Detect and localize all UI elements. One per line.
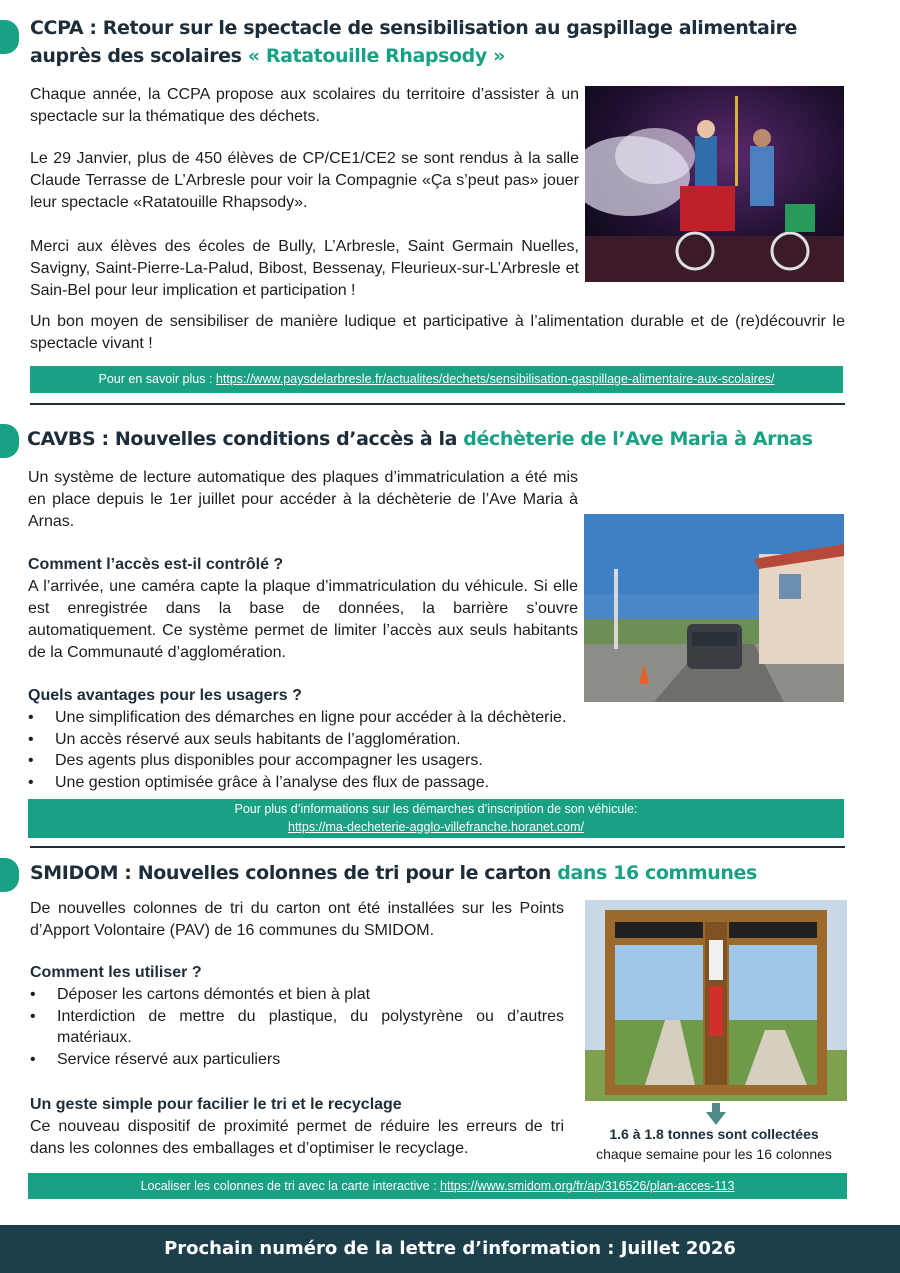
- bullet-icon: •: [30, 1050, 36, 1068]
- cavbs-access-text: A l’arrivée, une caméra capte la plaque d’immatriculation du véhicule. Si elle est enregistrée dans la base de données, la barrière s’ouvre automatiquement. Ce système permet de limiter l’accès aux seuls habitants de la Communauté d’agglomération.: [28, 578, 578, 661]
- list-item: [30, 1006, 564, 1049]
- bullet-icon: •: [30, 986, 36, 1003]
- cavbs-title: [27, 425, 842, 453]
- smidom-usage-heading: Comment les utiliser ?: [30, 964, 202, 981]
- smidom-intro: De nouvelles colonnes de tri du carton ont été installées sur les Points d’Apport Volontaire (PAV) de 16 communes du SMIDOM.: [30, 900, 564, 939]
- bullet-icon: •: [28, 752, 34, 769]
- section-divider-1: [30, 403, 845, 405]
- bullet-icon: •: [28, 709, 34, 726]
- list-item-text: Des agents plus disponibles pour accompagner les usagers.: [55, 752, 483, 769]
- down-arrow-icon: [706, 1103, 726, 1125]
- cavbs-benefits-heading: Quels avantages pour les usagers ?: [28, 687, 302, 704]
- collection-stat: [580, 1124, 848, 1164]
- list-item: [28, 729, 588, 751]
- list-item-text: Service réservé aux particuliers: [57, 1050, 281, 1068]
- list-item-text: Interdiction de mettre du plastique, du polystyrène ou d’autres matériaux.: [57, 1007, 564, 1046]
- cavbs-title-highlight: déchèterie de l’Ave Maria à Arnas: [463, 428, 813, 450]
- list-item: [28, 707, 588, 729]
- ccpa-thanks: Merci aux élèves des écoles de Bully, L’Arbresle, Saint Germain Nuelles, Savigny, Saint-Pierre-La-Palud, Bibost, Bessenay, Fleurieux-sur-L’Arbresle et Sain-Bel pour leur implication et participation !: [30, 238, 579, 299]
- sorting-column-photo: [585, 900, 847, 1101]
- smidom-usage-list: [30, 984, 564, 1070]
- ccpa-info-banner: [30, 366, 843, 393]
- section-divider-2: [30, 846, 845, 848]
- list-item-text: Une gestion optimisée grâce à l’analyse des flux de passage.: [55, 773, 490, 791]
- list-item: [30, 1049, 564, 1071]
- list-item: [28, 772, 588, 794]
- smidom-gesture-text: Ce nouveau dispositif de proximité permet de réduire les erreurs de tri dans les colonnes des emballages et d’optimiser le recyclage.: [30, 1118, 564, 1157]
- next-issue-footer: Prochain numéro de la lettre d’information : Juillet 2026: [0, 1225, 900, 1273]
- cavbs-benefits-list: [28, 707, 588, 793]
- cavbs-intro: Un système de lecture automatique des plaques d’immatriculation a été mis en place depuis le 1er juillet pour accéder à la déchèterie de l’Ave Maria à Arnas.: [28, 469, 578, 530]
- cavbs-banner-label: Pour plus d’informations sur les démarches d’inscription de son véhicule:: [234, 802, 638, 816]
- section-marker-ccpa: [0, 20, 19, 54]
- ccpa-title-highlight: « Ratatouille Rhapsody »: [247, 45, 505, 67]
- cavbs-banner-link[interactable]: https://ma-decheterie-agglo-villefranche.horanet.com/: [288, 820, 584, 834]
- bullet-icon: •: [28, 773, 34, 791]
- ccpa-banner-label: Pour en savoir plus :: [98, 372, 216, 386]
- bullet-icon: •: [28, 730, 34, 748]
- smidom-info-banner: [28, 1173, 847, 1199]
- smidom-title-text: SMIDOM : Nouvelles colonnes de tri pour le carton: [30, 862, 558, 884]
- list-item-text: Déposer les cartons démontés et bien à plat: [57, 986, 371, 1003]
- cavbs-title-text: CAVBS : Nouvelles conditions d’accès à la: [27, 428, 464, 450]
- ccpa-title-text: CCPA : Retour sur le spectacle de sensibilisation au gaspillage alimentaire auprès des scolaires: [30, 17, 798, 67]
- smidom-banner-label: Localiser les colonnes de tri avec la carte interactive :: [140, 1179, 441, 1193]
- smidom-banner-link[interactable]: https://www.smidom.org/fr/ap/316526/plan-acces-113: [440, 1179, 735, 1193]
- smidom-gesture-heading: Un geste simple pour facilier le tri et le recyclage: [30, 1096, 402, 1113]
- section-marker-cavbs: [0, 424, 19, 458]
- collection-stat-value: 1.6 à 1.8 tonnes sont collectées: [609, 1126, 819, 1142]
- list-item-text: Une simplification des démarches en ligne pour accéder à la déchèterie.: [55, 709, 567, 726]
- show-photo: [585, 86, 844, 282]
- list-item-text: Un accès réservé aux seuls habitants de l’agglomération.: [55, 730, 461, 748]
- ccpa-event: Le 29 Janvier, plus de 450 élèves de CP/CE1/CE2 se sont rendus à la salle Claude Terrasse de L’Arbresle pour voir la Compagnie «Ça s’peut pas» jouer leur spectacle «Ratatouille Rhapsody».: [30, 150, 579, 211]
- bullet-icon: •: [30, 1007, 36, 1025]
- list-item: [30, 984, 564, 1006]
- cavbs-info-banner: [28, 799, 844, 838]
- ccpa-intro: Chaque année, la CCPA propose aux scolaires du territoire d’assister à un spectacle sur la thématique des déchets.: [30, 86, 579, 125]
- list-item: [28, 750, 588, 772]
- ccpa-title: [30, 14, 845, 70]
- recycling-center-photo: [584, 514, 844, 702]
- cavbs-access-heading: Comment l’accès est-il contrôlé ?: [28, 556, 284, 573]
- smidom-title: [30, 859, 845, 887]
- ccpa-conclusion: Un bon moyen de sensibiliser de manière ludique et participative à l’alimentation durable et de (re)découvrir le spectacle vivant !: [30, 313, 845, 352]
- ccpa-banner-link[interactable]: https://www.paysdelarbresle.fr/actualites/dechets/sensibilisation-gaspillage-alimentaire-aux-scolaires/: [215, 372, 775, 386]
- collection-stat-caption: chaque semaine pour les 16 colonnes: [596, 1146, 832, 1162]
- smidom-title-highlight: dans 16 communes: [557, 862, 757, 884]
- section-marker-smidom: [0, 858, 19, 892]
